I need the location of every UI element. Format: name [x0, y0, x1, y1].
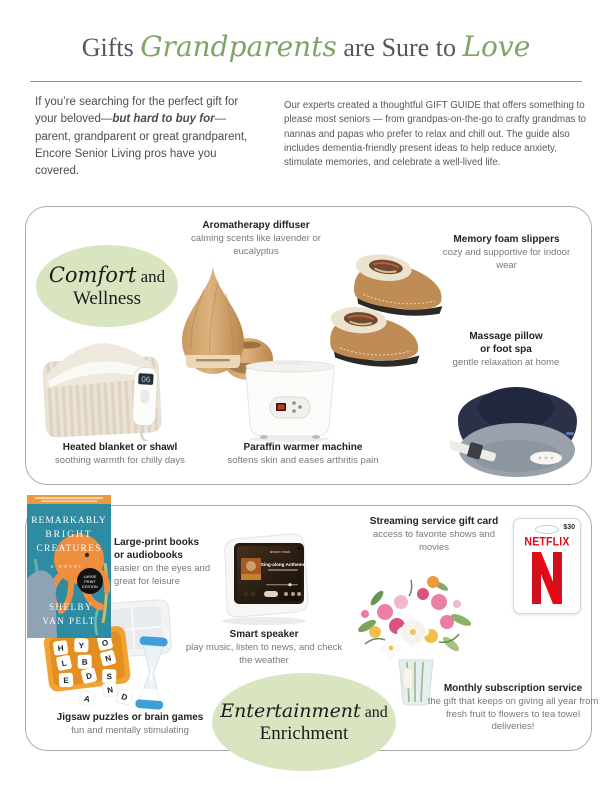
die-letter: B	[81, 657, 88, 667]
die-letter: S	[106, 672, 113, 682]
die-letter: Y	[78, 641, 85, 651]
badge-entertainment-and: and	[360, 703, 388, 721]
badge-comfort-wellness	[36, 245, 178, 327]
book-cover-image	[27, 495, 111, 638]
book-subtitle: A NOVEL	[50, 564, 84, 569]
massage-pillow-label	[431, 330, 581, 370]
die-letter: N	[104, 653, 113, 664]
section-comfort-wellness	[25, 206, 592, 485]
speaker-desc: play music, listen to news, and check the weather	[185, 642, 343, 666]
diffuser-desc: calming scents like lavender or eucalyptus	[191, 233, 321, 257]
intro-paragraph-right: Our experts created a thoughtful GIFT GUIDE that offers something to please most seniors — from grandpas-on-the-go to crafty grandmas to nannas and papas who prefer to relax and chill out. The guide also includes dementia-friendly present ideas to help reduce anxiety, stimulate memories, and celebrate a well-lived life.	[284, 100, 587, 168]
die-letter: E	[63, 675, 69, 686]
book-badge-line1: LARGE	[83, 575, 97, 579]
massage-pillow-name-1: Massage pillow	[469, 331, 543, 342]
puzzles-desc: fun and mentally stimulating	[71, 725, 189, 736]
subscription-desc: the gift that keeps on giving all year from fresh fruit to flowers to tea towel deliveries!	[427, 696, 599, 733]
blanket-controller-display: 06	[141, 374, 151, 385]
speaker-screen-brand: amazon music	[269, 550, 291, 554]
badge-entertainment-script: Entertainment	[220, 699, 361, 722]
title-divider	[30, 81, 582, 82]
intro-left-text-2: —parent, grandparent or great grandparent, Encore Senior Living pros have you covered.	[35, 113, 248, 177]
intro-paragraph-left	[35, 94, 257, 180]
page-title	[0, 30, 612, 63]
title-part-1: Gifts	[81, 33, 141, 62]
book-title-line2: BRIGHT	[45, 530, 93, 540]
die-letter: D	[85, 671, 94, 682]
streaming-desc: access to favorite shows and movies	[373, 529, 495, 553]
die-letter-loose: D	[120, 692, 129, 703]
puzzles-name: Jigsaw puzzles or brain games	[56, 712, 204, 723]
speaker-label	[178, 628, 350, 667]
netflix-wordmark: NETFLIX	[524, 535, 570, 549]
speaker-name: Smart speaker	[229, 629, 299, 640]
book-title-line3: CREATURES	[36, 544, 102, 554]
die-letter: H	[57, 643, 65, 654]
netflix-n-logo	[528, 549, 566, 607]
slippers-desc: cozy and supportive for indoor wear	[442, 247, 571, 271]
books-name-1: Large-print books	[114, 537, 200, 548]
blanket-desc: soothing warmth for chilly days	[55, 455, 185, 466]
badge-entertainment-enrichment	[212, 673, 396, 771]
subscription-name: Monthly subscription service	[443, 683, 583, 694]
diffuser-label	[176, 219, 336, 258]
massage-pillow-desc: gentle relaxation at home	[452, 357, 560, 368]
letter-dice-grid	[53, 633, 119, 690]
paraffin-warmer-image	[236, 359, 344, 443]
title-part-grandparents: Grandparents	[140, 30, 337, 63]
books-name-2: or audiobooks	[114, 550, 183, 561]
title-part-3: are Sure to	[336, 33, 463, 62]
badge-comfort-script: Comfort	[48, 262, 137, 287]
badge-entertainment-line2: Enrichment	[259, 722, 349, 744]
die-letter-loose: N	[106, 685, 114, 696]
die-letter: L	[60, 658, 68, 669]
heated-blanket-image	[41, 333, 181, 441]
intro-left-emphasis: but hard to buy for	[112, 113, 215, 126]
gift-card-hang-hole	[535, 525, 559, 534]
book-title-line1: REMARKABLY	[31, 516, 107, 526]
badge-comfort-and: and	[136, 266, 166, 286]
paraffin-name: Paraffin warmer machine	[243, 442, 363, 453]
slippers-name: Memory foam slippers	[453, 234, 560, 245]
white-lily-2	[380, 637, 402, 659]
subscription-label	[424, 682, 602, 734]
section-entertainment-enrichment	[25, 505, 599, 751]
massage-pillow-name-2: or foot spa	[480, 344, 532, 355]
netflix-gift-card	[513, 518, 581, 614]
book-author-line1: SHELBY	[48, 602, 94, 612]
title-part-love: Love	[462, 30, 531, 63]
die-letter-loose: A	[83, 693, 91, 705]
smart-speaker-image	[206, 516, 321, 628]
badge-comfort-line2: Wellness	[72, 287, 142, 309]
diffuser-name: Aromatherapy diffuser	[202, 220, 310, 231]
streaming-label	[364, 515, 504, 554]
book-badge-line2: PRINT	[84, 580, 96, 584]
paraffin-desc: softens skin and eases arthritis pain	[227, 455, 379, 466]
paraffin-label	[209, 441, 397, 468]
books-desc: easier on the eyes and great for leisure	[114, 563, 211, 587]
puzzles-label	[41, 711, 219, 738]
massage-pillow-image	[450, 368, 586, 480]
intro-left-text-1: If you’re searching for the perfect gift for your beloved—	[35, 96, 239, 126]
book-author-line2: VAN PELT	[42, 616, 96, 626]
gift-card-amount: $30	[563, 524, 575, 531]
book-badge-line3: EDITION	[82, 585, 98, 589]
blanket-label	[34, 441, 206, 468]
blanket-name: Heated blanket or shawl	[62, 442, 178, 453]
speaker-screen-title: Sing-along Anthems	[260, 562, 306, 567]
die-letter: O	[101, 638, 110, 649]
streaming-name: Streaming service gift card	[369, 516, 499, 527]
